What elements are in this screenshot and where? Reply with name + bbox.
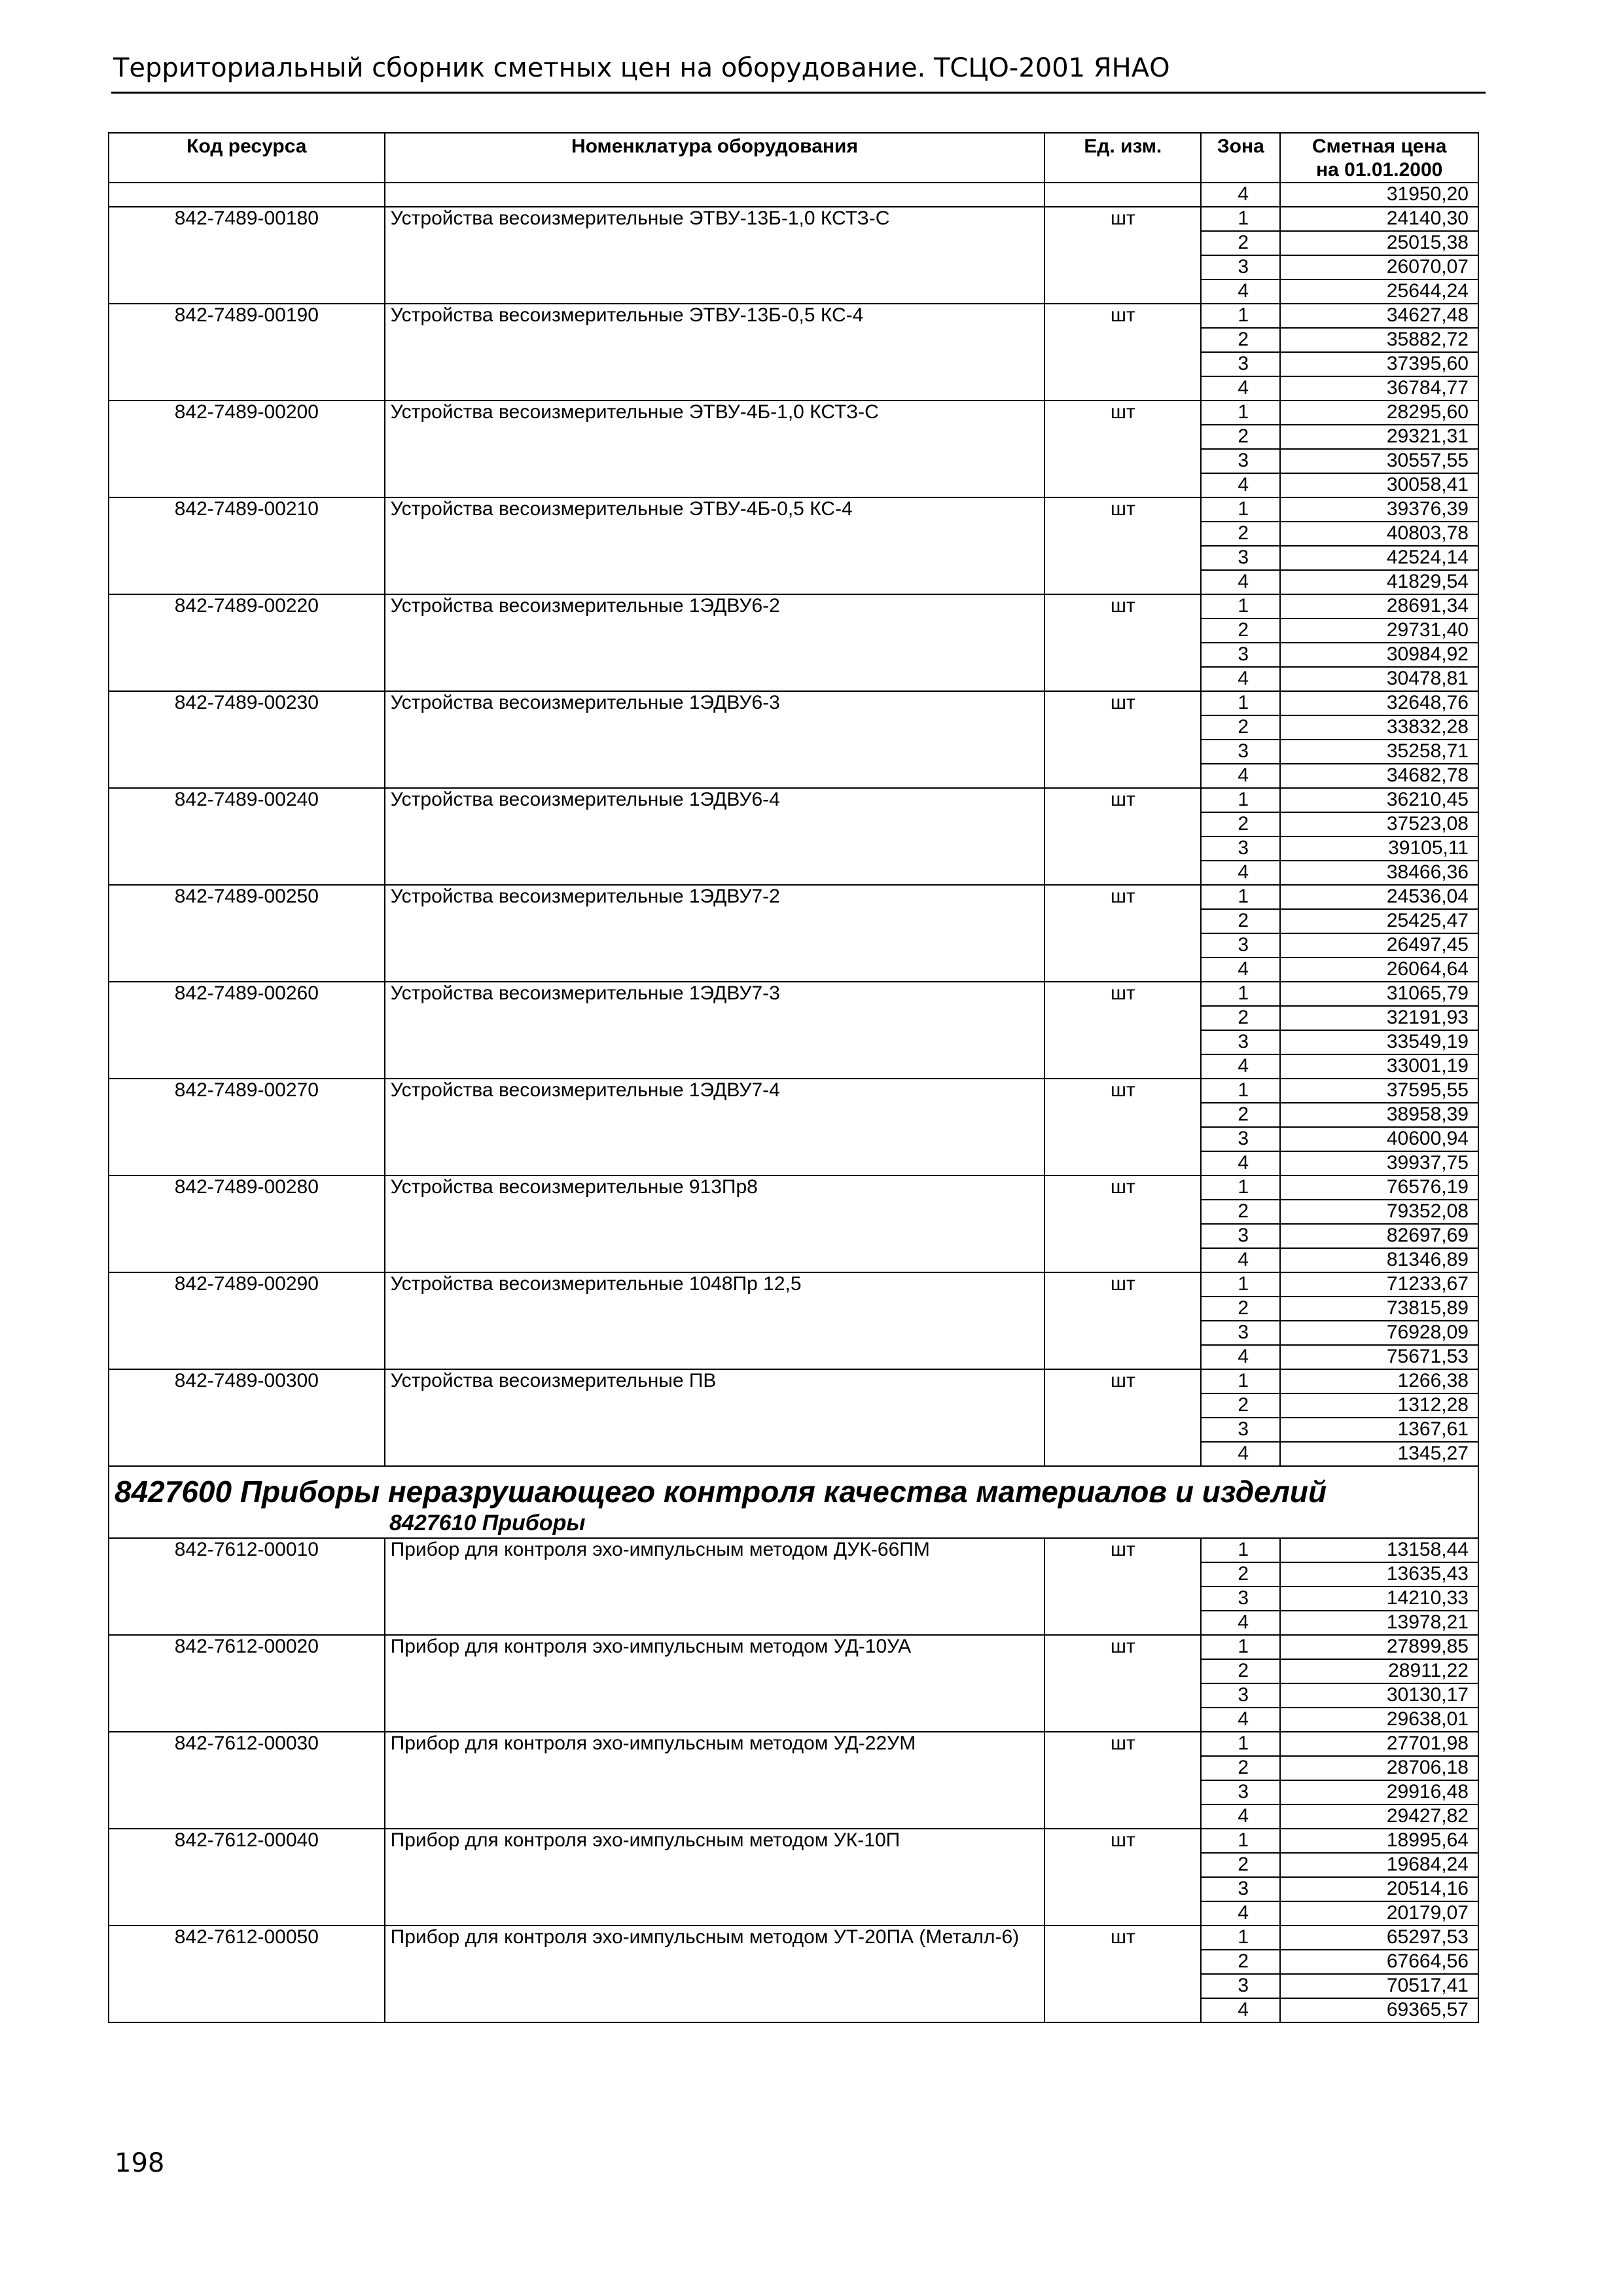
resource-code: 842-7489-00300 — [109, 1369, 385, 1466]
zone-cell: 1 — [1201, 1538, 1280, 1562]
price-cell: 29427,82 — [1280, 1804, 1478, 1829]
price-cell: 25425,47 — [1280, 909, 1478, 933]
column-header-name: Номенклатура оборудования — [385, 133, 1045, 183]
price-cell: 20514,16 — [1280, 1877, 1478, 1901]
unit-of-measure: шт — [1044, 207, 1201, 304]
zone-cell: 3 — [1201, 1974, 1280, 1998]
unit-of-measure: шт — [1044, 1926, 1201, 2022]
subsection-title: 8427610 Приборы — [389, 1511, 586, 1535]
zone-cell: 3 — [1201, 546, 1280, 570]
price-cell: 27701,98 — [1280, 1732, 1478, 1756]
zone-cell: 4 — [1201, 861, 1280, 885]
equipment-name: Устройства весоизмерительные 1ЭДВУ7-4 — [385, 1079, 1045, 1175]
carryover-row — [109, 183, 1478, 207]
price-cell: 34682,78 — [1280, 764, 1478, 788]
zone-cell: 3 — [1201, 1877, 1280, 1901]
unit-of-measure: шт — [1044, 401, 1201, 497]
zone-cell: 2 — [1201, 231, 1280, 255]
column-header-unit: Ед. изм. — [1044, 133, 1201, 183]
price-cell: 24536,04 — [1280, 885, 1478, 909]
price-cell: 38466,36 — [1280, 861, 1478, 885]
unit-of-measure: шт — [1044, 1635, 1201, 1732]
table-row — [109, 1538, 1478, 1562]
price-cell: 37395,60 — [1280, 352, 1478, 376]
price-cell: 35882,72 — [1280, 328, 1478, 352]
zone-cell: 1 — [1201, 788, 1280, 812]
resource-code: 842-7489-00240 — [109, 788, 385, 885]
zone-cell: 1 — [1201, 1829, 1280, 1853]
zone-cell: 1 — [1201, 497, 1280, 522]
zone-cell: 4 — [1201, 1345, 1280, 1369]
section-header — [109, 1466, 1478, 1538]
zone-cell: 1 — [1201, 1369, 1280, 1393]
column-header-code: Код ресурса — [109, 133, 385, 183]
table-row — [109, 1635, 1478, 1659]
zone-cell: 4 — [1201, 1151, 1280, 1175]
zone-cell: 2 — [1201, 1297, 1280, 1321]
zone-cell: 2 — [1201, 1103, 1280, 1127]
zone-cell: 2 — [1201, 909, 1280, 933]
price-cell: 30130,17 — [1280, 1683, 1478, 1708]
price-cell: 30058,41 — [1280, 473, 1478, 497]
zone-cell: 2 — [1201, 812, 1280, 836]
price-cell: 76576,19 — [1280, 1175, 1478, 1200]
price-cell: 13978,21 — [1280, 1611, 1478, 1635]
zone-cell: 3 — [1201, 933, 1280, 958]
unit-of-measure: шт — [1044, 1272, 1201, 1369]
resource-code: 842-7489-00180 — [109, 207, 385, 304]
price-cell: 1367,61 — [1280, 1418, 1478, 1442]
table-row — [109, 594, 1478, 619]
section-title: 8427600 Приборы неразрушающего контроля качества материалов и изделий — [115, 1475, 1327, 1509]
page-number: 198 — [115, 2148, 165, 2178]
section-row — [109, 1466, 1478, 1538]
resource-code: 842-7489-00190 — [109, 304, 385, 401]
unit-of-measure: шт — [1044, 304, 1201, 401]
price-cell: 28691,34 — [1280, 594, 1478, 619]
zone-cell: 4 — [1201, 570, 1280, 594]
resource-code: 842-7489-00260 — [109, 982, 385, 1079]
zone-cell: 4 — [1201, 667, 1280, 691]
price-cell: 67664,56 — [1280, 1950, 1478, 1974]
price-cell: 29731,40 — [1280, 619, 1478, 643]
resource-code: 842-7612-00010 — [109, 1538, 385, 1635]
unit-of-measure: шт — [1044, 1538, 1201, 1635]
carryover-name-cell — [385, 183, 1045, 207]
zone-cell: 2 — [1201, 328, 1280, 352]
zone-cell: 4 — [1201, 1611, 1280, 1635]
price-cell: 28295,60 — [1280, 401, 1478, 425]
unit-of-measure: шт — [1044, 885, 1201, 982]
equipment-name: Устройства весоизмерительные ЭТВУ-4Б-1,0 КСТЗ-С — [385, 401, 1045, 497]
zone-cell: 2 — [1201, 1200, 1280, 1224]
price-cell: 73815,89 — [1280, 1297, 1478, 1321]
price-cell: 30557,55 — [1280, 449, 1478, 473]
zone-cell: 4 — [1201, 1248, 1280, 1272]
price-cell: 1266,38 — [1280, 1369, 1478, 1393]
price-cell: 37595,55 — [1280, 1079, 1478, 1103]
equipment-name: Прибор для контроля эхо-импульсным методом УД-22УМ — [385, 1732, 1045, 1829]
resource-code: 842-7612-00030 — [109, 1732, 385, 1829]
price-cell: 36210,45 — [1280, 788, 1478, 812]
price-cell: 32648,76 — [1280, 691, 1478, 715]
price-cell: 39105,11 — [1280, 836, 1478, 861]
resource-code: 842-7489-00210 — [109, 497, 385, 594]
zone-cell: 2 — [1201, 1853, 1280, 1877]
zone-cell: 1 — [1201, 1175, 1280, 1200]
carryover-code-cell — [109, 183, 385, 207]
column-header-zone: Зона — [1201, 133, 1280, 183]
column-header-price — [1280, 133, 1478, 183]
resource-code: 842-7489-00250 — [109, 885, 385, 982]
table-body-part1 — [109, 183, 1478, 1466]
price-cell: 26064,64 — [1280, 958, 1478, 982]
zone-cell: 3 — [1201, 1418, 1280, 1442]
equipment-name: Устройства весоизмерительные 1ЭДВУ6-2 — [385, 594, 1045, 691]
table-header-row — [109, 133, 1478, 183]
equipment-name: Устройства весоизмерительные ЭТВУ-13Б-0,5 КС-4 — [385, 304, 1045, 401]
price-cell: 26070,07 — [1280, 255, 1478, 279]
zone-cell: 1 — [1201, 982, 1280, 1006]
resource-code: 842-7489-00200 — [109, 401, 385, 497]
resource-code: 842-7489-00270 — [109, 1079, 385, 1175]
unit-of-measure: шт — [1044, 1175, 1201, 1272]
price-cell: 38958,39 — [1280, 1103, 1478, 1127]
carryover-price: 31950,20 — [1280, 183, 1478, 207]
price-cell: 39937,75 — [1280, 1151, 1478, 1175]
equipment-name: Устройства весоизмерительные 1ЭДВУ7-2 — [385, 885, 1045, 982]
unit-of-measure: шт — [1044, 788, 1201, 885]
zone-cell: 3 — [1201, 255, 1280, 279]
price-cell: 29638,01 — [1280, 1708, 1478, 1732]
table-row — [109, 1926, 1478, 1950]
section-cell — [109, 1466, 1478, 1538]
price-cell: 32191,93 — [1280, 1006, 1478, 1030]
unit-of-measure: шт — [1044, 497, 1201, 594]
table-row — [109, 1079, 1478, 1103]
zone-cell: 4 — [1201, 1804, 1280, 1829]
page-header-title: Территориальный сборник сметных цен на оборудование. ТСЦО-2001 ЯНАО — [113, 53, 1170, 83]
zone-cell: 1 — [1201, 885, 1280, 909]
zone-cell: 3 — [1201, 1683, 1280, 1708]
unit-of-measure: шт — [1044, 1829, 1201, 1926]
price-cell: 35258,71 — [1280, 740, 1478, 764]
zone-cell: 4 — [1201, 958, 1280, 982]
price-cell: 1312,28 — [1280, 1393, 1478, 1418]
zone-cell: 2 — [1201, 1756, 1280, 1780]
table-row — [109, 207, 1478, 231]
price-cell: 20179,07 — [1280, 1901, 1478, 1926]
table-row — [109, 497, 1478, 522]
resource-code: 842-7489-00230 — [109, 691, 385, 788]
unit-of-measure: шт — [1044, 982, 1201, 1079]
zone-cell: 4 — [1201, 279, 1280, 304]
zone-cell: 3 — [1201, 836, 1280, 861]
table-row — [109, 788, 1478, 812]
zone-cell: 2 — [1201, 522, 1280, 546]
unit-of-measure: шт — [1044, 691, 1201, 788]
table-row — [109, 1175, 1478, 1200]
zone-cell: 4 — [1201, 1708, 1280, 1732]
equipment-name: Прибор для контроля эхо-импульсным методом УД-10УА — [385, 1635, 1045, 1732]
zone-cell: 2 — [1201, 1659, 1280, 1683]
price-cell: 28911,22 — [1280, 1659, 1478, 1683]
zone-cell: 4 — [1201, 1442, 1280, 1466]
table-row — [109, 1732, 1478, 1756]
zone-cell: 3 — [1201, 1127, 1280, 1151]
zone-cell: 3 — [1201, 1780, 1280, 1804]
zone-cell: 1 — [1201, 594, 1280, 619]
price-cell: 69365,57 — [1280, 1998, 1478, 2022]
price-cell: 31065,79 — [1280, 982, 1478, 1006]
equipment-name: Устройства весоизмерительные 1ЭДВУ6-4 — [385, 788, 1045, 885]
equipment-name: Прибор для контроля эхо-импульсным методом УТ-20ПА (Металл-6) — [385, 1926, 1045, 2022]
price-cell: 65297,53 — [1280, 1926, 1478, 1950]
zone-cell: 4 — [1201, 473, 1280, 497]
price-cell: 18995,64 — [1280, 1829, 1478, 1853]
equipment-name: Устройства весоизмерительные ПВ — [385, 1369, 1045, 1466]
price-cell: 30984,92 — [1280, 643, 1478, 667]
table-row — [109, 304, 1478, 328]
price-cell: 25015,38 — [1280, 231, 1478, 255]
table-row — [109, 401, 1478, 425]
price-cell: 28706,18 — [1280, 1756, 1478, 1780]
resource-code: 842-7489-00280 — [109, 1175, 385, 1272]
equipment-name: Устройства весоизмерительные 1048Пр 12,5 — [385, 1272, 1045, 1369]
table-row — [109, 1369, 1478, 1393]
zone-cell: 4 — [1201, 376, 1280, 401]
zone-cell: 2 — [1201, 1393, 1280, 1418]
table-row — [109, 1272, 1478, 1297]
price-cell: 79352,08 — [1280, 1200, 1478, 1224]
zone-cell: 2 — [1201, 1950, 1280, 1974]
resource-code: 842-7612-00040 — [109, 1829, 385, 1926]
zone-cell: 4 — [1201, 1054, 1280, 1079]
price-cell: 14210,33 — [1280, 1587, 1478, 1611]
zone-cell: 2 — [1201, 619, 1280, 643]
price-cell: 34627,48 — [1280, 304, 1478, 328]
zone-cell: 4 — [1201, 1901, 1280, 1926]
zone-cell: 1 — [1201, 304, 1280, 328]
zone-cell: 3 — [1201, 1224, 1280, 1248]
price-cell: 33832,28 — [1280, 715, 1478, 740]
price-cell: 13635,43 — [1280, 1562, 1478, 1587]
price-cell: 13158,44 — [1280, 1538, 1478, 1562]
zone-cell: 3 — [1201, 1030, 1280, 1054]
price-cell: 1345,27 — [1280, 1442, 1478, 1466]
price-cell: 33001,19 — [1280, 1054, 1478, 1079]
zone-cell: 1 — [1201, 1079, 1280, 1103]
price-cell: 40600,94 — [1280, 1127, 1478, 1151]
zone-cell: 1 — [1201, 1926, 1280, 1950]
table-row — [109, 885, 1478, 909]
equipment-name: Устройства весоизмерительные 1ЭДВУ6-3 — [385, 691, 1045, 788]
equipment-name: Устройства весоизмерительные 913Пр8 — [385, 1175, 1045, 1272]
price-table — [108, 132, 1479, 2023]
price-cell: 41829,54 — [1280, 570, 1478, 594]
equipment-name: Прибор для контроля эхо-импульсным методом УК-10П — [385, 1829, 1045, 1926]
zone-cell: 3 — [1201, 1321, 1280, 1345]
price-cell: 27899,85 — [1280, 1635, 1478, 1659]
unit-of-measure: шт — [1044, 1369, 1201, 1466]
price-cell: 70517,41 — [1280, 1974, 1478, 1998]
equipment-name: Устройства весоизмерительные ЭТВУ-4Б-0,5 КС-4 — [385, 497, 1045, 594]
equipment-name: Устройства весоизмерительные ЭТВУ-13Б-1,0 КСТЗ-С — [385, 207, 1045, 304]
zone-cell: 3 — [1201, 740, 1280, 764]
zone-cell: 1 — [1201, 691, 1280, 715]
table-row — [109, 982, 1478, 1006]
zone-cell: 1 — [1201, 1272, 1280, 1297]
resource-code: 842-7489-00290 — [109, 1272, 385, 1369]
price-cell: 36784,77 — [1280, 376, 1478, 401]
zone-cell: 3 — [1201, 352, 1280, 376]
equipment-name: Прибор для контроля эхо-импульсным методом ДУК-66ПМ — [385, 1538, 1045, 1635]
zone-cell: 1 — [1201, 1635, 1280, 1659]
zone-cell: 1 — [1201, 1732, 1280, 1756]
header-rule — [111, 92, 1486, 94]
price-cell: 82697,69 — [1280, 1224, 1478, 1248]
resource-code: 842-7612-00050 — [109, 1926, 385, 2022]
price-cell: 42524,14 — [1280, 546, 1478, 570]
resource-code: 842-7489-00220 — [109, 594, 385, 691]
price-cell: 76928,09 — [1280, 1321, 1478, 1345]
price-cell: 26497,45 — [1280, 933, 1478, 958]
table-row — [109, 1829, 1478, 1853]
zone-cell: 3 — [1201, 449, 1280, 473]
price-cell: 75671,53 — [1280, 1345, 1478, 1369]
table-row — [109, 691, 1478, 715]
price-cell: 19684,24 — [1280, 1853, 1478, 1877]
zone-cell: 2 — [1201, 1006, 1280, 1030]
price-cell: 29321,31 — [1280, 425, 1478, 449]
column-header-price-line2: на 01.01.2000 — [1316, 159, 1443, 181]
column-header-price-line1: Сметная цена — [1311, 135, 1447, 157]
unit-of-measure: шт — [1044, 1732, 1201, 1829]
unit-of-measure: шт — [1044, 594, 1201, 691]
zone-cell: 2 — [1201, 425, 1280, 449]
zone-cell: 4 — [1201, 764, 1280, 788]
equipment-name: Устройства весоизмерительные 1ЭДВУ7-3 — [385, 982, 1045, 1079]
price-cell: 81346,89 — [1280, 1248, 1478, 1272]
zone-cell: 1 — [1201, 401, 1280, 425]
zone-cell: 4 — [1201, 1998, 1280, 2022]
price-cell: 37523,08 — [1280, 812, 1478, 836]
zone-cell: 3 — [1201, 643, 1280, 667]
price-cell: 71233,67 — [1280, 1272, 1478, 1297]
table-body-part2 — [109, 1538, 1478, 2022]
price-cell: 30478,81 — [1280, 667, 1478, 691]
zone-cell: 2 — [1201, 715, 1280, 740]
price-cell: 40803,78 — [1280, 522, 1478, 546]
carryover-zone: 4 — [1201, 183, 1280, 207]
zone-cell: 3 — [1201, 1587, 1280, 1611]
price-cell: 29916,48 — [1280, 1780, 1478, 1804]
price-cell: 24140,30 — [1280, 207, 1478, 231]
unit-of-measure: шт — [1044, 1079, 1201, 1175]
carryover-unit-cell — [1044, 183, 1201, 207]
zone-cell: 2 — [1201, 1562, 1280, 1587]
price-cell: 33549,19 — [1280, 1030, 1478, 1054]
resource-code: 842-7612-00020 — [109, 1635, 385, 1732]
zone-cell: 1 — [1201, 207, 1280, 231]
price-cell: 25644,24 — [1280, 279, 1478, 304]
price-cell: 39376,39 — [1280, 497, 1478, 522]
